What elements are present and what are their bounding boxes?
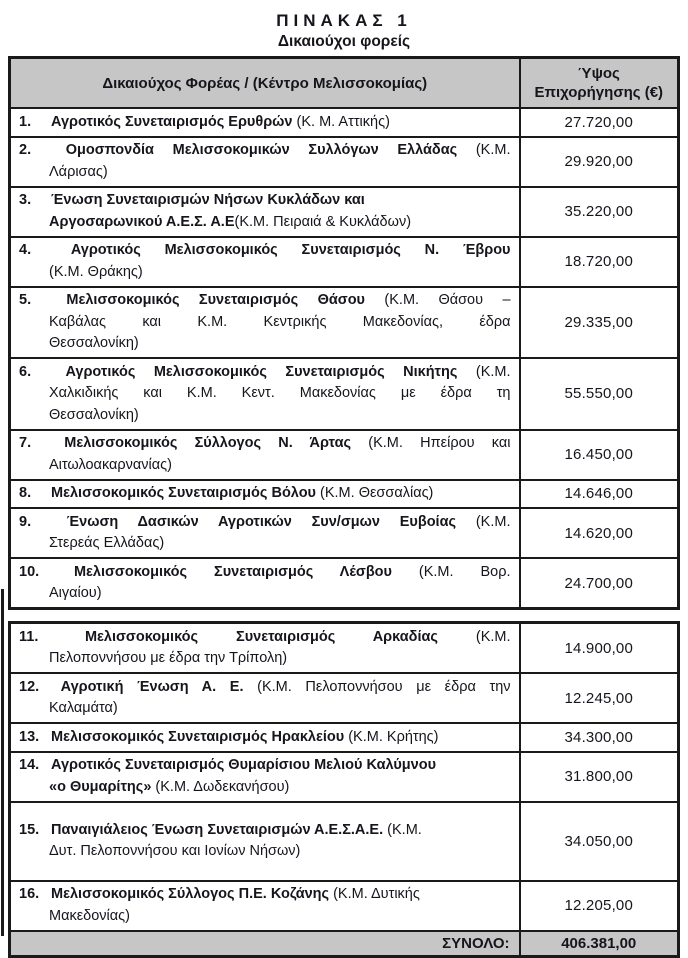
beneficiary-cell bbox=[10, 752, 520, 802]
table-row bbox=[10, 508, 679, 558]
header-row bbox=[10, 58, 679, 109]
beneficiary-name: Μελισσοκομικός Συνεταιρισμός Λέσβου bbox=[73, 563, 392, 580]
beneficiary-name: Αγροτικός Μελισσοκομικός Συνεταιρισμός Ν. Έβρου bbox=[70, 242, 511, 258]
grant-amount-cell: 18.720,00 bbox=[520, 237, 679, 287]
table-row bbox=[10, 723, 679, 752]
beneficiary-text-line bbox=[19, 240, 511, 262]
beneficiary-text-line bbox=[19, 383, 511, 405]
total-amount: 406.381,00 bbox=[520, 931, 679, 957]
beneficiary-text-line bbox=[19, 777, 511, 799]
column-header-amount-line1: Ύψος bbox=[577, 64, 620, 82]
beneficiary-detail: Πελοποννήσου με έδρα την Τρίπολη) bbox=[49, 650, 288, 666]
beneficiary-text-line bbox=[19, 884, 511, 906]
beneficiary-text-line bbox=[19, 533, 511, 555]
beneficiaries-table-part-1 bbox=[8, 56, 680, 610]
grant-amount-cell: 16.450,00 bbox=[520, 430, 679, 480]
column-header-amount-line2: Επιχορήγησης (€) bbox=[534, 84, 664, 101]
table-row bbox=[10, 287, 679, 359]
beneficiary-text-line bbox=[19, 290, 511, 312]
beneficiary-text-line bbox=[19, 212, 511, 234]
beneficiary-text-line bbox=[19, 583, 511, 605]
table-row bbox=[10, 480, 679, 509]
beneficiary-cell bbox=[10, 287, 520, 359]
beneficiary-text-line bbox=[19, 627, 511, 649]
beneficiary-cell bbox=[10, 623, 520, 674]
grant-amount-cell: 29.335,00 bbox=[520, 287, 679, 359]
beneficiary-text-line bbox=[19, 140, 511, 162]
beneficiary-text-line bbox=[19, 112, 511, 134]
beneficiary-text-line bbox=[19, 405, 511, 427]
beneficiary-detail: (Κ.Μ. Πελοποννήσου με έδρα την bbox=[243, 678, 511, 695]
beneficiary-text-line bbox=[19, 483, 511, 505]
beneficiary-cell bbox=[10, 508, 520, 558]
beneficiary-detail: (Κ.Μ. bbox=[383, 821, 422, 838]
beneficiary-detail: (Κ.Μ. Δωδεκανήσου) bbox=[151, 778, 290, 795]
beneficiary-text-line bbox=[19, 433, 511, 455]
row-number: 6. bbox=[19, 363, 32, 380]
total-label: ΣΥΝΟΛΟ: bbox=[10, 931, 520, 957]
beneficiary-name: Μελισσοκομικός Σύλλογος Π.Ε. Κοζάνης bbox=[51, 886, 330, 902]
table-row bbox=[10, 881, 679, 931]
beneficiary-name: Ένωση Συνεταιρισμών Νήσων Κυκλάδων και bbox=[51, 192, 365, 208]
beneficiary-detail: (Κ.Μ. Θράκης) bbox=[49, 263, 143, 280]
beneficiary-text-line bbox=[19, 677, 511, 699]
beneficiary-cell bbox=[10, 802, 520, 881]
table-row bbox=[10, 623, 679, 674]
beneficiary-name: Μελισσοκομικός Συνεταιρισμός Ηρακλείου bbox=[51, 728, 345, 745]
beneficiary-cell bbox=[10, 237, 520, 287]
table-row bbox=[10, 108, 679, 137]
beneficiary-name: Αγροτική Ένωση Α. Ε. bbox=[60, 678, 244, 695]
beneficiary-detail: (Κ.Μ. bbox=[437, 628, 511, 645]
table-row bbox=[10, 802, 679, 881]
beneficiary-cell bbox=[10, 108, 520, 137]
row-number: 8. bbox=[19, 485, 32, 501]
row-number: 12. bbox=[19, 678, 40, 695]
beneficiary-detail: Θεσσαλονίκη) bbox=[49, 406, 139, 423]
beneficiary-detail: (Κ.Μ. bbox=[457, 363, 511, 380]
total-row bbox=[10, 931, 679, 957]
beneficiary-text-line bbox=[19, 727, 511, 749]
grant-amount-cell: 35.220,00 bbox=[520, 187, 679, 237]
beneficiary-cell bbox=[10, 881, 520, 931]
beneficiary-detail: (Κ.Μ. Ηπείρου και bbox=[351, 435, 511, 451]
beneficiary-detail: (Κ. Μ. Αττικής) bbox=[292, 113, 390, 130]
beneficiary-name: «ο Θυμαρίτης» bbox=[49, 778, 152, 795]
beneficiary-cell bbox=[10, 558, 520, 609]
beneficiary-detail: (Κ.Μ. Θάσου – bbox=[365, 292, 511, 308]
beneficiary-text-line bbox=[19, 841, 511, 863]
grant-amount-cell: 12.245,00 bbox=[520, 673, 679, 723]
beneficiary-name: Αγροτικός Συνεταιρισμός Ερυθρών bbox=[51, 113, 293, 130]
row-number: 1. bbox=[19, 113, 32, 130]
beneficiary-detail: Θεσσαλονίκη) bbox=[49, 335, 139, 351]
beneficiary-text-line bbox=[19, 362, 511, 384]
grant-amount-cell: 14.900,00 bbox=[520, 623, 679, 674]
page-edge-artifact bbox=[1, 589, 4, 936]
beneficiary-text-line bbox=[19, 333, 511, 355]
beneficiary-detail: (Κ.Μ. Δυτικής bbox=[329, 886, 420, 902]
beneficiary-name: Μελισσοκομικός Συνεταιρισμός Θάσου bbox=[66, 292, 366, 308]
beneficiary-text-line bbox=[19, 820, 511, 842]
grant-amount-cell: 34.050,00 bbox=[520, 802, 679, 881]
beneficiary-name: Αγροτικός Μελισσοκομικός Συνεταιρισμός Νικήτης bbox=[65, 363, 458, 380]
row-number: 4. bbox=[19, 242, 32, 258]
beneficiary-detail: Λάρισας) bbox=[49, 163, 108, 180]
row-number: 2. bbox=[19, 142, 32, 158]
row-number: 10. bbox=[19, 563, 40, 580]
beneficiary-detail: Αιτωλοακαρνανίας) bbox=[49, 456, 172, 473]
row-number: 16. bbox=[19, 886, 40, 902]
beneficiary-cell bbox=[10, 723, 520, 752]
grant-amount-cell: 12.205,00 bbox=[520, 881, 679, 931]
beneficiary-detail: Καλαμάτα) bbox=[49, 700, 118, 716]
beneficiary-text-line bbox=[19, 906, 511, 928]
grant-amount-cell: 24.700,00 bbox=[520, 558, 679, 609]
column-header-beneficiary: Δικαιούχος Φορέας / (Κέντρο Μελισσοκομίας) bbox=[10, 58, 520, 109]
beneficiary-detail: (Κ.Μ. bbox=[456, 513, 511, 530]
beneficiary-text-line bbox=[19, 455, 511, 477]
table-row bbox=[10, 358, 679, 430]
beneficiary-cell bbox=[10, 480, 520, 509]
beneficiary-name: Αργοσαρωνικού Α.Ε.Σ. Α.Ε bbox=[49, 213, 235, 230]
beneficiary-text-line bbox=[19, 312, 511, 334]
beneficiary-detail: (Κ.Μ. Πειραιά & Κυκλάδων) bbox=[234, 213, 412, 230]
row-number: 13. bbox=[19, 728, 40, 745]
row-number: 5. bbox=[19, 292, 32, 308]
row-number: 3. bbox=[19, 192, 32, 208]
beneficiary-cell bbox=[10, 137, 520, 187]
column-header-amount bbox=[520, 58, 679, 109]
table-row bbox=[10, 187, 679, 237]
beneficiary-text-line bbox=[19, 512, 511, 534]
table-row bbox=[10, 137, 679, 187]
row-number: 7. bbox=[19, 435, 32, 451]
beneficiary-text-line bbox=[19, 162, 511, 184]
grant-amount-cell: 55.550,00 bbox=[520, 358, 679, 430]
beneficiaries-table-part-2 bbox=[8, 621, 680, 958]
beneficiary-name: Ένωση Δασικών Αγροτικών Συν/σμων Ευβοίας bbox=[66, 513, 457, 530]
row-number: 9. bbox=[19, 513, 32, 530]
beneficiary-cell bbox=[10, 430, 520, 480]
beneficiary-name: Παναιγιάλειος Ένωση Συνεταιρισμών Α.Ε.Σ.Α.Ε. bbox=[51, 821, 384, 838]
table-row bbox=[10, 673, 679, 723]
beneficiary-name: Μελισσοκομικός Σύλλογος Ν. Άρτας bbox=[64, 435, 352, 451]
beneficiary-name: Αγροτικός Συνεταιρισμός Θυμαρίσιου Μελιού Καλύμνου bbox=[51, 757, 437, 773]
row-number: 11. bbox=[19, 628, 39, 645]
beneficiary-name: Μελισσοκομικός Συνεταιρισμός Βόλου bbox=[51, 485, 316, 501]
grant-amount-cell: 31.800,00 bbox=[520, 752, 679, 802]
beneficiary-detail: (Κ.Μ. Θεσσαλίας) bbox=[316, 485, 434, 501]
table-row bbox=[10, 558, 679, 609]
grant-amount-cell: 29.920,00 bbox=[520, 137, 679, 187]
grant-amount-cell: 14.646,00 bbox=[520, 480, 679, 509]
beneficiary-detail: Χαλκιδικής και Κ.Μ. Κεντ. Μακεδονίας με έδρα τη bbox=[49, 385, 511, 401]
beneficiary-detail: (Κ.Μ. bbox=[457, 142, 511, 158]
beneficiary-detail: Αιγαίου) bbox=[49, 585, 102, 601]
grant-amount-cell: 14.620,00 bbox=[520, 508, 679, 558]
beneficiary-text-line bbox=[19, 190, 511, 212]
beneficiary-cell bbox=[10, 673, 520, 723]
document-title: ΠΙΝΑΚΑΣ 1 bbox=[276, 11, 412, 30]
table-row bbox=[10, 237, 679, 287]
beneficiary-cell bbox=[10, 187, 520, 237]
beneficiary-text-line bbox=[19, 562, 511, 584]
beneficiary-name: Μελισσοκομικός Συνεταιρισμός Αρκαδίας bbox=[84, 628, 438, 645]
beneficiary-name: Ομοσπονδία Μελισσοκομικών Συλλόγων Ελλάδας bbox=[65, 142, 458, 158]
table-row bbox=[10, 752, 679, 802]
beneficiary-detail: Μακεδονίας) bbox=[49, 907, 130, 924]
beneficiary-text-line bbox=[19, 698, 511, 720]
beneficiary-cell bbox=[10, 358, 520, 430]
beneficiary-text-line bbox=[19, 755, 511, 777]
row-number: 14. bbox=[19, 757, 40, 773]
beneficiary-detail: (Κ.Μ. Κρήτης) bbox=[344, 728, 439, 745]
beneficiary-detail: Δυτ. Πελοποννήσου και Ιονίων Νήσων) bbox=[49, 843, 301, 859]
row-number: 15. bbox=[19, 821, 40, 838]
beneficiary-detail: Στερεάς Ελλάδας) bbox=[49, 535, 165, 551]
document-subtitle: Δικαιούχοι φορείς bbox=[277, 33, 411, 50]
beneficiary-text-line bbox=[19, 262, 511, 284]
beneficiary-text-line bbox=[19, 648, 511, 670]
beneficiary-detail: Καβάλας και Κ.Μ. Κεντρικής Μακεδονίας, έδρα bbox=[49, 313, 511, 330]
table-row bbox=[10, 430, 679, 480]
grant-amount-cell: 27.720,00 bbox=[520, 108, 679, 137]
beneficiary-detail: (Κ.Μ. Βορ. bbox=[391, 563, 511, 580]
grant-amount-cell: 34.300,00 bbox=[520, 723, 679, 752]
